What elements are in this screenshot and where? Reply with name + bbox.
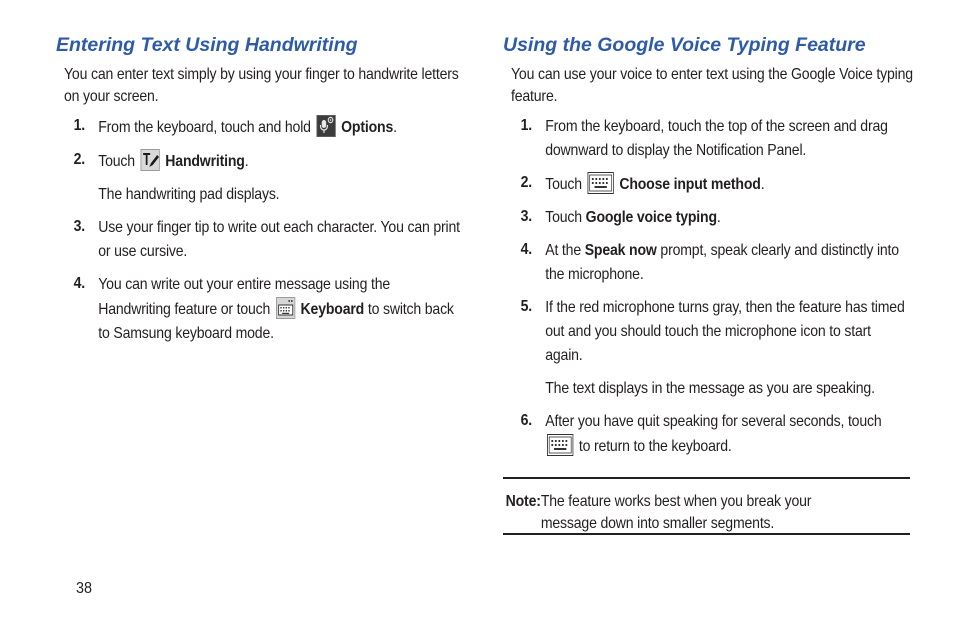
step-text: Touch	[545, 209, 586, 226]
step-number: 6.	[520, 412, 532, 429]
handwriting-label: Handwriting	[165, 153, 245, 170]
page-number: 38	[76, 580, 93, 597]
step-subtext: The handwriting pad displays.	[98, 186, 280, 203]
step-number: 5.	[520, 298, 532, 315]
step-item: 4. You can write out your entire message using the Handwriting feature or touch Keyboard to switch back to Samsung keyboard mode.	[73, 275, 454, 342]
step-text: You can write out your entire message using the Handwriting feature or touch	[98, 276, 391, 318]
note-box	[503, 477, 910, 535]
note-label: Note:	[505, 493, 541, 510]
step-number: 3.	[520, 208, 532, 225]
step-number: 4.	[520, 241, 532, 258]
right-column	[503, 32, 913, 535]
speak-now-label: Speak now	[584, 242, 657, 259]
choose-input-method-label: Choose input method	[619, 176, 761, 193]
step-item	[503, 115, 910, 163]
intro-paragraph: You can use your voice to enter text using the Google Voice typing feature.	[511, 66, 913, 105]
microphone-gear-icon	[316, 115, 335, 137]
step-number: 4.	[73, 275, 85, 292]
step-number: 2.	[520, 174, 532, 191]
step-item	[56, 216, 466, 264]
step-text: From the keyboard, touch and hold	[98, 119, 315, 136]
step-text: After you have quit speaking for several seconds, touch	[545, 413, 882, 430]
step-item: 6. After you have quit speaking for several seconds, touch to return to the keyboard.	[520, 412, 882, 455]
note-text: The feature works best when you break your message down into smaller segments.	[540, 493, 812, 532]
step-text: At the	[545, 242, 585, 259]
options-label: Options	[341, 119, 394, 136]
keyboard-icon	[276, 297, 295, 319]
step-text: Touch	[545, 176, 586, 193]
intro-paragraph: You can enter text simply by using your finger to handwrite letters on your screen.	[64, 66, 459, 105]
keyboard-icon	[587, 172, 613, 194]
section-heading-voice-typing: Using the Google Voice Typing Feature	[503, 34, 866, 56]
step-subtext: The text displays in the message as you are speaking.	[545, 380, 875, 397]
step-item: 4. At the Speak now prompt, speak clearly and distinctly into the microphone.	[520, 241, 899, 283]
step-item: 1. From the keyboard, touch and hold Options.	[73, 117, 397, 136]
step-number: 2.	[73, 151, 85, 168]
google-voice-typing-label: Google voice typing	[585, 209, 717, 226]
step-number: 1.	[520, 117, 532, 134]
keyboard-label: Keyboard	[300, 301, 365, 318]
left-column	[56, 32, 466, 355]
step-item	[503, 296, 910, 368]
section-heading-handwriting: Entering Text Using Handwriting	[56, 34, 358, 56]
step-item: 2. Touch Handwriting.	[73, 151, 249, 170]
step-item: 3. Touch Google voice typing.	[520, 208, 721, 226]
step-text: Use your finger tip to write out each character. You can print or use cursive.	[98, 219, 460, 260]
keyboard-icon	[547, 434, 573, 456]
handwriting-pen-icon	[140, 149, 159, 171]
step-text: If the red microphone turns gray, then the feature has timed out and you should touch the microphone icon to start again.	[545, 299, 905, 364]
step-text: Touch	[98, 153, 139, 170]
step-number: 1.	[73, 117, 85, 134]
step-text: From the keyboard, touch the top of the screen and drag downward to display the Notification Panel.	[545, 118, 888, 159]
step-number: 3.	[73, 218, 85, 235]
step-item: 2. Touch Choose input method.	[520, 174, 765, 193]
